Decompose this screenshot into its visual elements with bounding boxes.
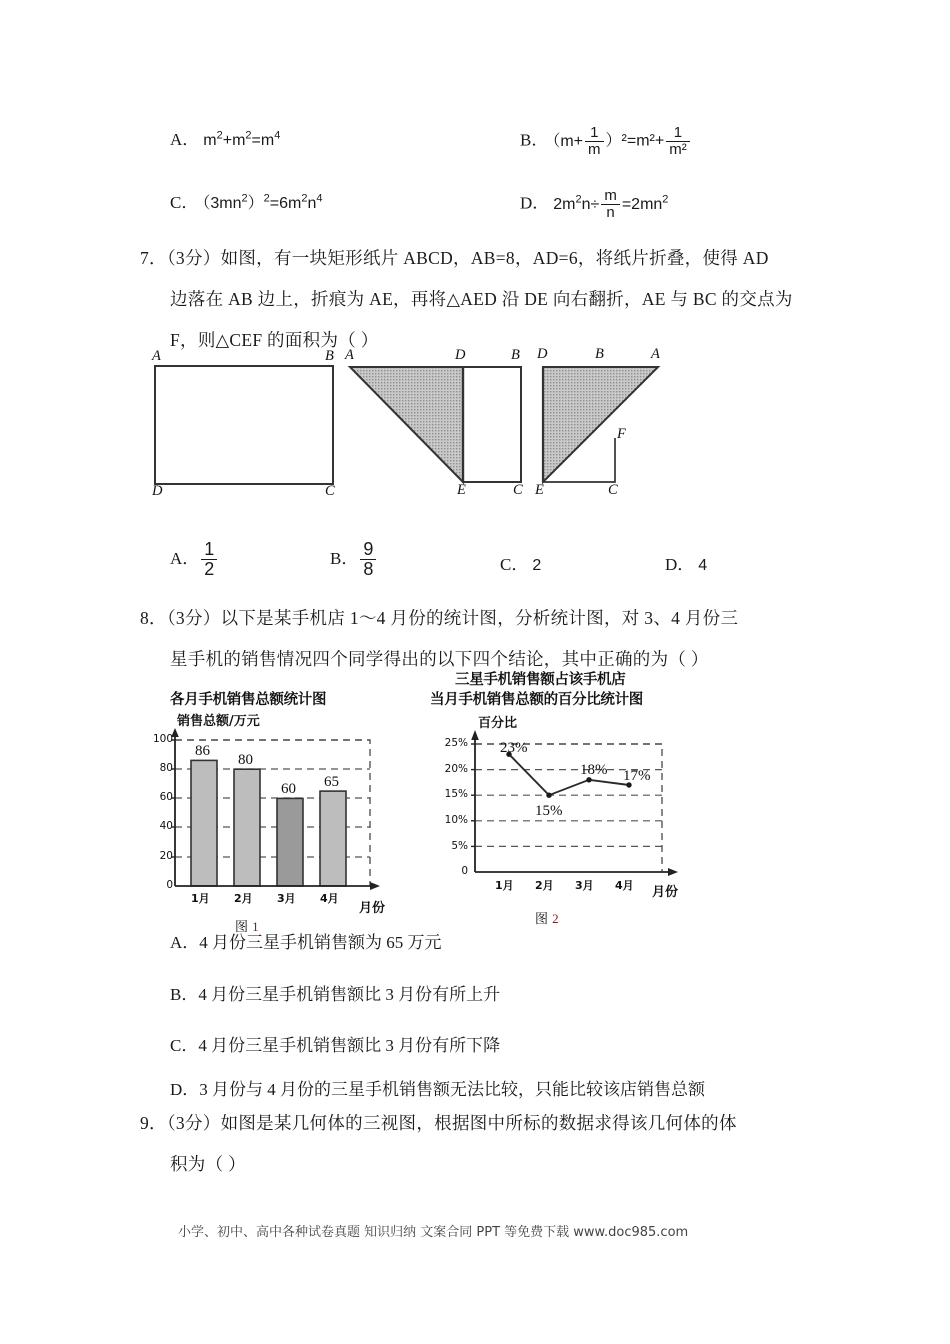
q7-figure-1-svg bbox=[150, 352, 350, 507]
chart-line-samsung-share bbox=[430, 668, 710, 933]
q6-option-d[interactable]: D． $2m^2n\div$ $\frac{m}{n}$ $=2mn^2$ bbox=[520, 187, 669, 221]
q8-option-a-text: 4 月份三星手机销售额为 65 万元 bbox=[199, 933, 442, 952]
line-value-label-2: 15% bbox=[535, 803, 563, 819]
line-chart-title-1: 三星手机销售额占该手机店 bbox=[455, 672, 626, 688]
q9-score: （3分） bbox=[166, 1113, 221, 1133]
line-chart-xlabel: 月份 bbox=[652, 885, 679, 900]
q7-fig2-label-e: E bbox=[457, 482, 466, 498]
line-value-label-1: 23% bbox=[500, 740, 528, 756]
q7-fig1-label-a: A bbox=[152, 348, 161, 364]
bar-ytick-100: 100 bbox=[152, 733, 173, 745]
line-value-label-4: 17% bbox=[623, 768, 651, 784]
q7-fig3-label-b: B bbox=[595, 346, 604, 362]
q7-number: 7． bbox=[140, 248, 167, 268]
q8-option-c-label: C． bbox=[170, 1036, 199, 1055]
q7-fig3-label-c: C bbox=[608, 482, 618, 498]
q7-score: （3分） bbox=[166, 248, 221, 268]
bar-ytick-60: 60 bbox=[159, 791, 173, 803]
bar-value-label-4: 65 bbox=[324, 774, 339, 790]
line-ytick-5: 5% bbox=[451, 840, 468, 852]
line-caption-prefix: 图 bbox=[535, 912, 549, 927]
q8-number: 8． bbox=[140, 608, 167, 628]
page-footer: 小学、初中、高中各种试卷真题 知识归纳 文案合同 PPT 等免费下载 www.doc985.com bbox=[178, 1225, 689, 1240]
q7-fig3-label-a: A bbox=[651, 346, 660, 362]
bar-xtick-jan: 1月 bbox=[191, 892, 210, 905]
line-xtick-feb: 2月 bbox=[535, 879, 554, 892]
q7-option-b[interactable] bbox=[330, 540, 378, 579]
q7-option-c-label: C． bbox=[500, 555, 529, 574]
q7-option-d[interactable] bbox=[665, 550, 707, 575]
q7-figure-3-flipped bbox=[535, 346, 685, 506]
bar-ytick-80: 80 bbox=[159, 762, 173, 774]
bar-ytick-40: 40 bbox=[159, 820, 173, 832]
bar-caption-prefix: 图 bbox=[235, 920, 249, 935]
bar-xtick-mar: 3月 bbox=[277, 892, 296, 905]
q6-option-c[interactable]: C． $(3mn^2)^2=6m^2n^4$ bbox=[170, 192, 323, 212]
q7-option-a[interactable] bbox=[170, 540, 219, 579]
bar-value-label-1: 86 bbox=[195, 743, 210, 759]
q6-option-b-prefix: （m+ bbox=[552, 132, 584, 150]
line-xtick-jan: 1月 bbox=[495, 879, 514, 892]
q7-fig1-label-c: C bbox=[325, 483, 335, 499]
q7-fig3-label-d: D bbox=[537, 346, 548, 362]
line-xtick-mar: 3月 bbox=[575, 879, 594, 892]
bar-chart-ylabel: 销售总额/万元 bbox=[177, 714, 260, 729]
q7-fig3-label-e: E bbox=[535, 482, 544, 498]
q8-option-d[interactable] bbox=[170, 1075, 705, 1100]
line-ytick-10: 10% bbox=[444, 814, 468, 826]
q7-fig1-label-b: B bbox=[325, 348, 334, 364]
q6-option-b[interactable] bbox=[520, 125, 692, 158]
line-xtick-apr: 4月 bbox=[615, 879, 634, 892]
q9-number: 9． bbox=[140, 1113, 167, 1133]
q7-fig2-label-d: D bbox=[455, 347, 466, 363]
q8-option-b-label: B． bbox=[170, 985, 199, 1004]
line-ytick-15: 15% bbox=[444, 788, 468, 800]
bar-xtick-feb: 2月 bbox=[234, 892, 253, 905]
q8-option-a[interactable] bbox=[170, 928, 442, 953]
q7-option-b-label: B． bbox=[330, 549, 359, 569]
q8-option-a-label: A． bbox=[170, 933, 200, 952]
q7-option-a-label: A． bbox=[170, 549, 200, 569]
bar-value-label-2: 80 bbox=[238, 752, 253, 768]
q7-fig3-label-f: F bbox=[617, 426, 626, 442]
bar-ytick-0: 0 bbox=[166, 879, 173, 891]
q7-line-1: 7．（3分）如图，有一块矩形纸片 ABCD，AB=8，AD=6，将纸片折叠，使得 AD bbox=[140, 248, 769, 268]
q9-line-1: 9．（3分）如图是某几何体的三视图，根据图中所标的数据求得该几何体的体 bbox=[140, 1113, 737, 1133]
bar-ytick-20: 20 bbox=[159, 850, 173, 862]
q6-option-a-label: A． bbox=[170, 130, 200, 149]
q7-line-2: 边落在 AB 边上，折痕为 AE，再将△AED 沿 DE 向右翻折，AE 与 BC 的交点为 bbox=[170, 289, 793, 309]
q9-line-2: 积为（ ） bbox=[170, 1154, 246, 1174]
bar-xtick-apr: 4月 bbox=[320, 892, 339, 905]
q6-option-d-fraction: $\frac{m}{n}$ bbox=[601, 188, 620, 221]
q6-option-b-fraction-2: $\frac{1}{\text{m²}}$ bbox=[666, 125, 690, 158]
q7-option-d-value: 4 bbox=[698, 557, 708, 574]
line-ytick-25: 25% bbox=[444, 737, 468, 749]
q8-option-b-text: 4 月份三星手机销售额比 3 月份有所上升 bbox=[198, 985, 501, 1004]
q7-fig2-label-a: A bbox=[345, 347, 354, 363]
bar-chart-xlabel: 月份 bbox=[359, 901, 386, 916]
q7-fig2-label-c: C bbox=[513, 482, 523, 498]
line-ytick-20: 20% bbox=[444, 763, 468, 775]
q7-option-d-label: D． bbox=[665, 555, 695, 574]
q6-option-a[interactable]: A． $m^2+m^2=m^4$ bbox=[170, 129, 281, 149]
q8-line-2: 星手机的销售情况四个同学得出的以下四个结论，其中正确的为（ ） bbox=[170, 649, 709, 669]
q6-option-d-label: D． bbox=[520, 193, 550, 213]
line-chart-title-2: 当月手机销售总额的百分比统计图 bbox=[430, 692, 643, 708]
q7-option-a-fraction: $\frac{1}{2}$ bbox=[201, 540, 217, 579]
q6-option-b-fraction-1: $\frac{1}{m}$ bbox=[585, 125, 604, 158]
q8-line-1: 8．（3分）以下是某手机店 1～4 月份的统计图，分析统计图，对 3、4 月份三 bbox=[140, 608, 739, 628]
bar-caption-number: 1 bbox=[252, 919, 259, 934]
q6-option-b-label: B． bbox=[520, 130, 549, 150]
q7-figure-1-rectangle bbox=[150, 348, 350, 507]
line-chart-caption bbox=[535, 908, 559, 927]
line-caption-number: 2 bbox=[552, 911, 559, 926]
q7-option-c-value: 2 bbox=[532, 557, 542, 574]
q8-option-d-label: D． bbox=[170, 1080, 200, 1099]
q8-option-c-text: 4 月份三星手机销售额比 3 月份有所下降 bbox=[198, 1036, 501, 1055]
q8-option-c[interactable] bbox=[170, 1031, 500, 1056]
q6-option-c-label: C． bbox=[170, 193, 199, 212]
q8-score: （3分） bbox=[166, 608, 221, 628]
bar-chart-title: 各月手机销售总额统计图 bbox=[170, 692, 327, 708]
question-9-stem bbox=[140, 1103, 860, 1185]
q6-option-b-mid: ）²=m²+ bbox=[605, 132, 665, 150]
q7-option-b-fraction: $\frac{9}{8}$ bbox=[360, 540, 376, 579]
q7-figure-2-folded bbox=[345, 347, 535, 507]
question-7-stem bbox=[140, 238, 840, 361]
line-chart-ylabel: 百分比 bbox=[478, 716, 518, 731]
line-value-label-3: 18% bbox=[580, 762, 608, 778]
q7-fig2-label-b: B bbox=[511, 347, 520, 363]
q8-option-b[interactable] bbox=[170, 980, 500, 1005]
bar-value-label-3: 60 bbox=[281, 781, 296, 797]
q7-option-c[interactable] bbox=[500, 550, 541, 575]
line-ytick-0: 0 bbox=[461, 865, 468, 877]
q8-option-d-text: 3 月份与 4 月份的三星手机销售额无法比较，只能比较该店销售总额 bbox=[199, 1080, 706, 1099]
q7-figure-2-svg bbox=[345, 352, 535, 507]
q7-fig1-label-d: D bbox=[152, 483, 163, 499]
q7-line-3: F，则△CEF 的面积为（ ） bbox=[170, 330, 379, 350]
chart-bar-monthly-sales bbox=[152, 688, 405, 935]
